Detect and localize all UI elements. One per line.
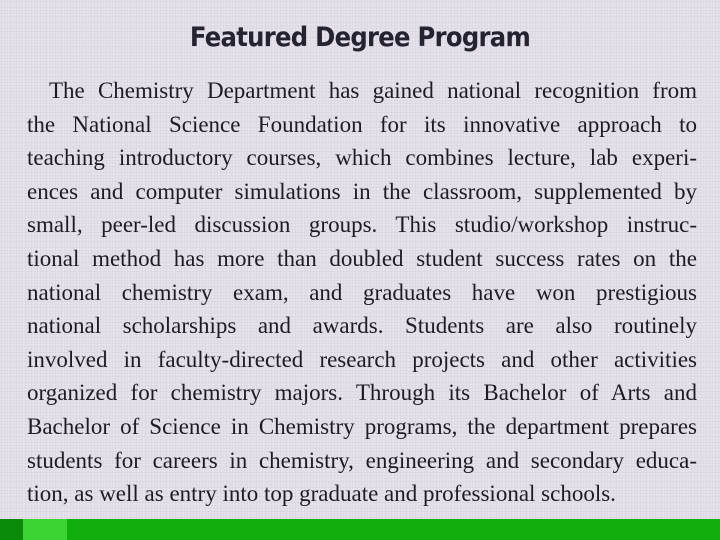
body-line: ences and computer simulations in the classroom, supplemented by — [27, 178, 697, 204]
footer-accent-dark — [0, 519, 23, 540]
article-title: Featured Degree Program — [189, 22, 531, 53]
body-line: involved in faculty-directed research projects and other activities — [27, 346, 697, 372]
body-line: tion, as well as entry into top graduate and professional schools. — [27, 481, 616, 507]
body-line: national chemistry exam, and graduates have won prestigious — [27, 279, 697, 305]
body-line: small, peer-led discussion groups. This studio/workshop instruc- — [27, 212, 697, 238]
body-line: Bachelor of Science in Chemistry programs, the department prepares — [27, 413, 697, 439]
body-line: tional method has more than doubled student success rates on the — [27, 245, 697, 271]
footer-bar — [0, 519, 720, 540]
article-body — [27, 74, 697, 511]
body-line: students for careers in chemistry, engineering and secondary educa- — [27, 447, 697, 473]
body-line: national scholarships and awards. Students are also routinely — [27, 313, 697, 339]
body-line: the National Science Foundation for its innovative approach to — [27, 111, 697, 137]
body-line: teaching introductory courses, which combines lecture, lab experi- — [27, 145, 697, 171]
footer-accent-light — [23, 519, 67, 540]
body-line: organized for chemistry majors. Through its Bachelor of Arts and — [27, 380, 697, 406]
body-line: The Chemistry Department has gained national recognition from — [49, 78, 697, 103]
